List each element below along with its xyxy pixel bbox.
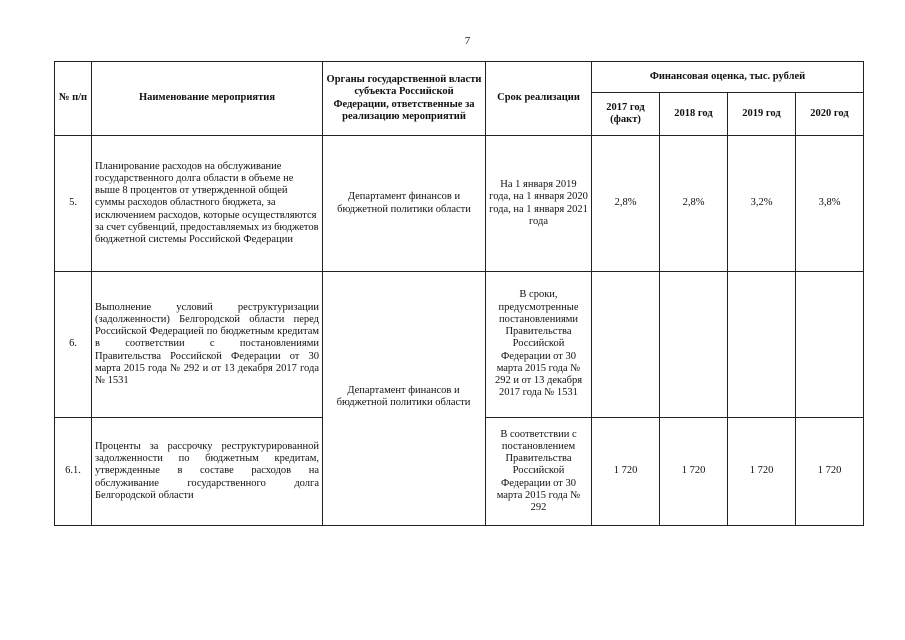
header-finance: Финансовая оценка, тыс. рублей — [592, 62, 864, 93]
row-6-term: В сроки, предусмотренные постановлениями Правительства Российской Федерации от 30 марта 2015 года № 292 и от 13 декабря 2017 года № 1531 — [486, 272, 592, 418]
row-6-1-num: 6.1. — [55, 418, 92, 526]
header-organ: Органы государственной власти субъекта Российской Федерации, ответственные за реализацию мероприятий — [323, 62, 486, 136]
header-year-2019: 2019 год — [728, 93, 796, 136]
header-year-2020: 2020 год — [796, 93, 864, 136]
merged-organ-label: Департамент финансов и бюджетной политики области — [336, 385, 471, 409]
row-6-1-value-2019: 1 720 — [728, 418, 796, 526]
row-5-name: Планирование расходов на обслуживание государственного долга области в объеме не выше 8 процентов от утвержденной общей суммы расходов областного бюджета, за исключением расходов, которые осуществляются за счет субвенций, предоставляемых из бюджетов бюджетной системы Российской Федерации — [92, 136, 323, 272]
header-row-top — [55, 62, 864, 93]
row-6-value-2017 — [592, 272, 660, 418]
header-year-2018: 2018 год — [660, 93, 728, 136]
row-5-organ: Департамент финансов и бюджетной политики области — [323, 136, 486, 272]
row-6-value-2018 — [660, 272, 728, 418]
row-5-term: На 1 января 2019 года, на 1 января 2020 года, на 1 января 2021 года — [486, 136, 592, 272]
row-6-1-value-2020: 1 720 — [796, 418, 864, 526]
row-5-num: 5. — [55, 136, 92, 272]
row-6-name: Выполнение условий реструктуризации (задолженности) Белгородской области перед Российской Федерацией по бюджетным кредитам в соответствии с постановлениями Правительства Российской Федерации от 30 марта 2015 года № 292 и от 13 декабря 2017 года № 1531 — [92, 272, 323, 418]
row-6-1-term: В соответствии с постановлением Правительства Российской Федерации от 30 марта 2015 года № 292 — [486, 418, 592, 526]
table-row — [55, 136, 864, 272]
row-5-value-2020: 3,8% — [796, 136, 864, 272]
header-term: Срок реализации — [486, 62, 592, 136]
header-year-2017: 2017 год (факт) — [592, 93, 660, 136]
row-6-1-name: Проценты за рассрочку реструктурированной задолженности по бюджетным кредитам, утвержденные в составе расходов на обслуживание государственного долга Белгородской области — [92, 418, 323, 526]
header-num: № п/п — [55, 62, 92, 136]
page-number: 7 — [464, 35, 471, 47]
row-5-value-2017: 2,8% — [592, 136, 660, 272]
row-6-value-2019 — [728, 272, 796, 418]
row-5-value-2019: 3,2% — [728, 136, 796, 272]
row-6-1-value-2017: 1 720 — [592, 418, 660, 526]
header-name: Наименование мероприятия — [92, 62, 323, 136]
row-6-num: 6. — [55, 272, 92, 418]
row-6-1-value-2018: 1 720 — [660, 418, 728, 526]
financial-measures-table — [54, 61, 864, 526]
row-6-value-2020 — [796, 272, 864, 418]
row-5-value-2018: 2,8% — [660, 136, 728, 272]
